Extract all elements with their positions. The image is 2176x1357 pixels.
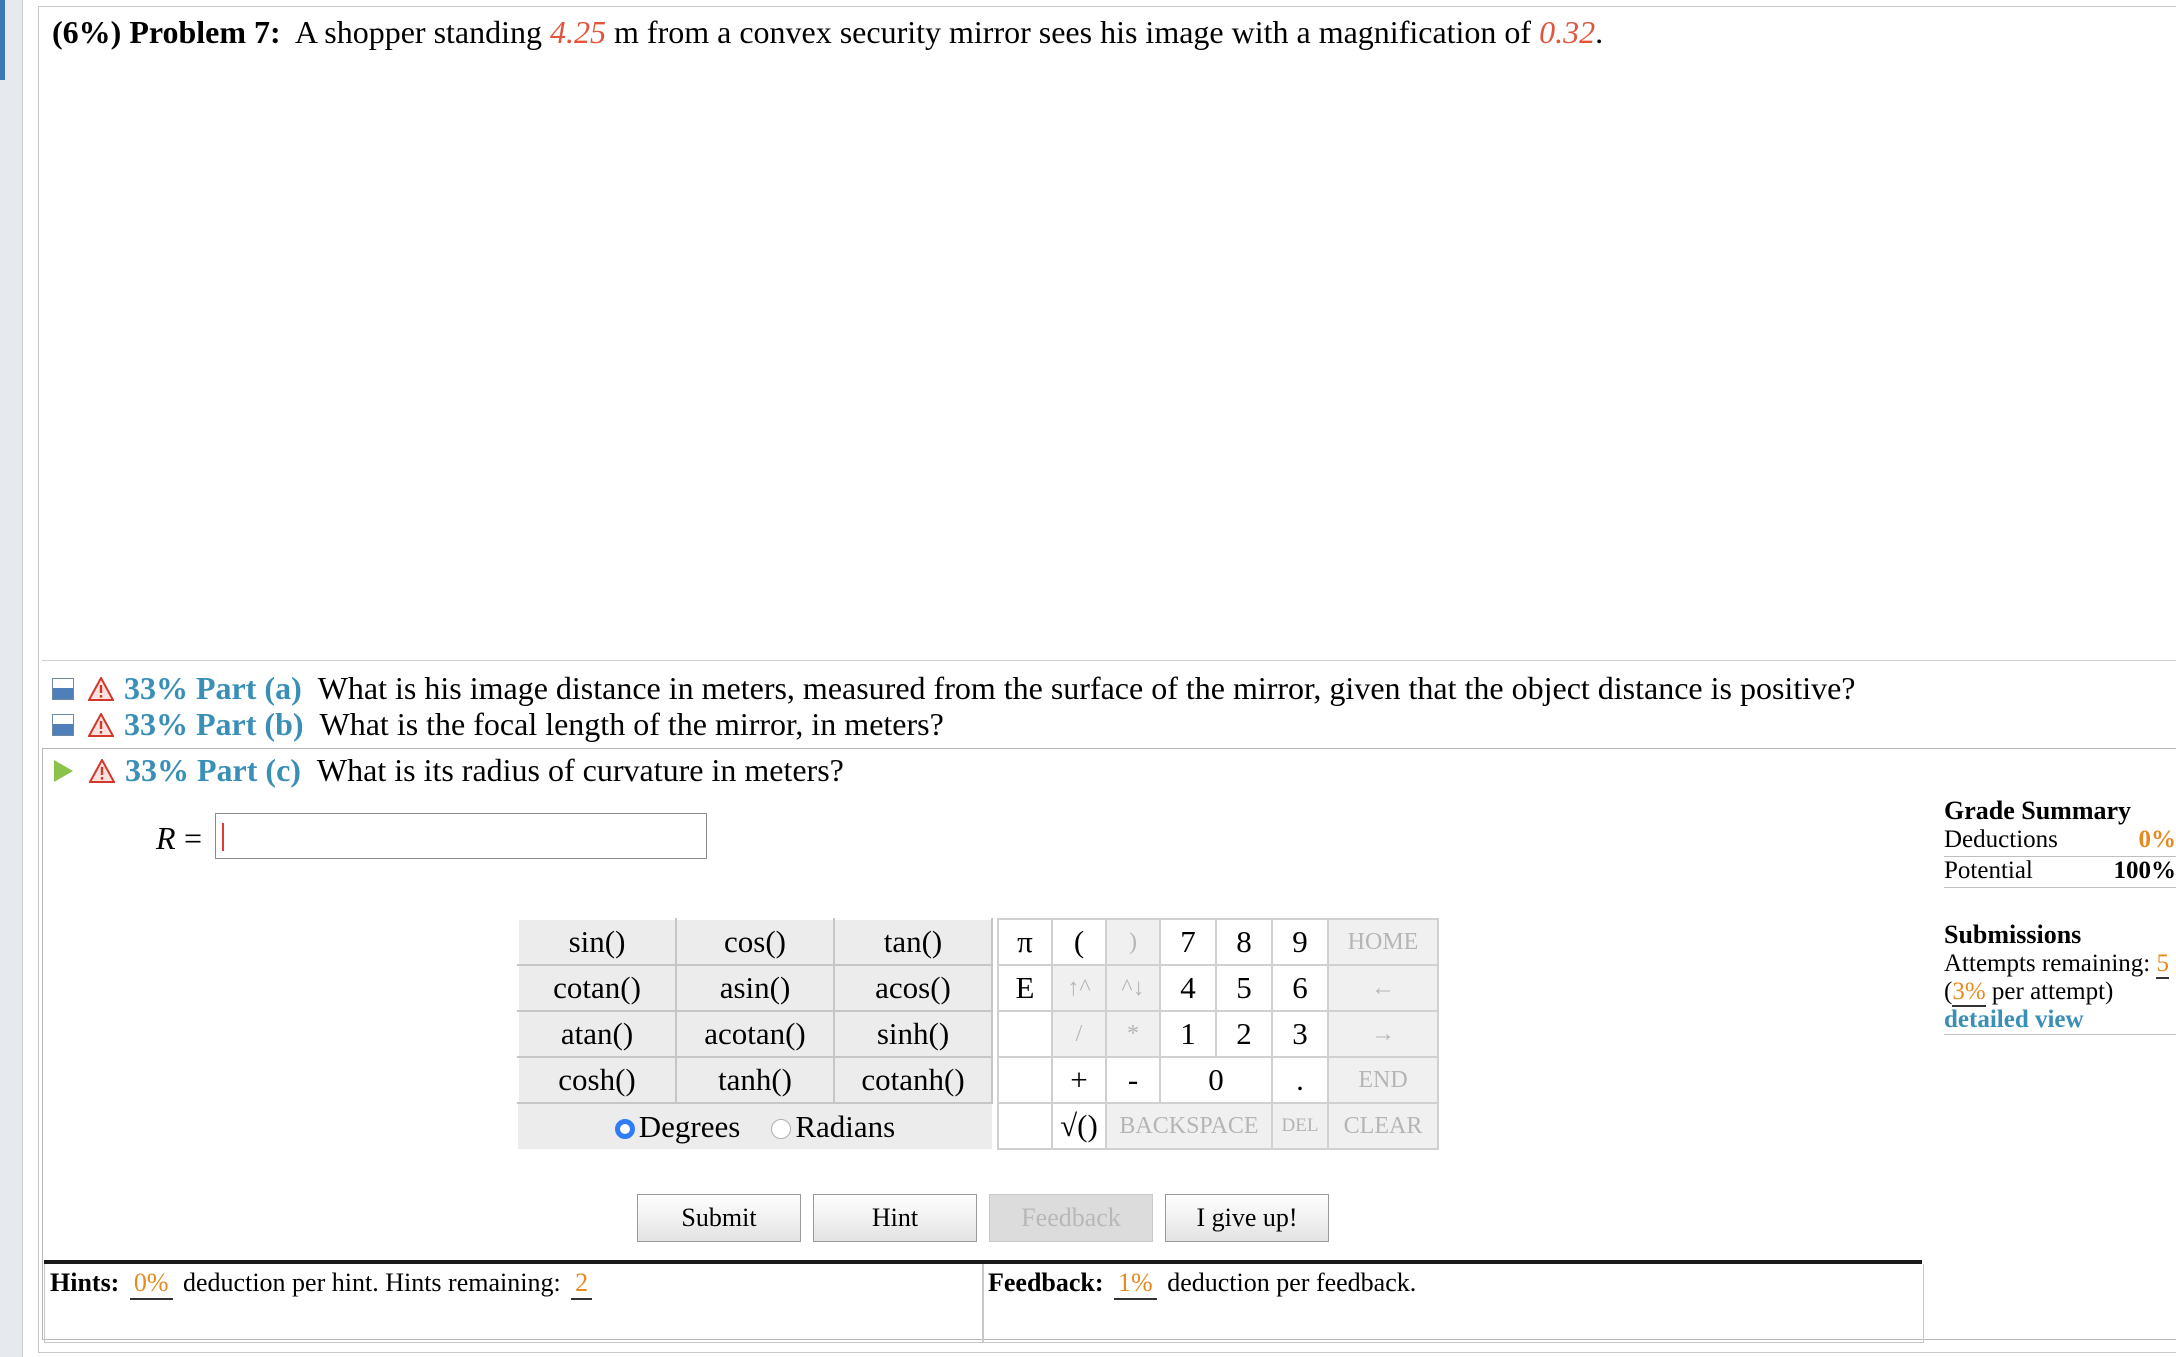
parts-divider: [42, 660, 2176, 661]
key-home[interactable]: HOME: [1328, 919, 1438, 965]
problem-distance-value: 4.25: [550, 14, 607, 50]
key-0[interactable]: 0: [1160, 1057, 1272, 1103]
key-pi[interactable]: π: [998, 919, 1052, 965]
key-cos[interactable]: cos(): [676, 919, 834, 965]
key-cotan[interactable]: cotan(): [518, 965, 676, 1011]
deductions-label: Deductions: [1944, 826, 2058, 853]
degrees-radio[interactable]: [615, 1119, 635, 1139]
part-b-question: What is the focal length of the mirror, in meters?: [319, 706, 944, 742]
key-multiply[interactable]: *: [1106, 1011, 1160, 1057]
hint-button[interactable]: Hint: [813, 1194, 977, 1242]
key-acotan[interactable]: acotan(): [676, 1011, 834, 1057]
key-divide[interactable]: /: [1052, 1011, 1106, 1057]
radians-label[interactable]: Radians: [795, 1108, 896, 1144]
play-icon: [54, 760, 73, 782]
expand-part-icon[interactable]: [52, 678, 74, 700]
warning-icon: [89, 759, 115, 783]
problem-statement: [52, 14, 1603, 51]
per-attempt-text: per attempt): [1991, 978, 2114, 1005]
key-e[interactable]: E: [998, 965, 1052, 1011]
potential-label: Potential: [1944, 857, 2033, 884]
feedback-info: [988, 1268, 1416, 1300]
key-5[interactable]: 5: [1216, 965, 1272, 1011]
problem-weight: (6%): [52, 14, 122, 50]
feedback-text: deduction per feedback.: [1167, 1268, 1417, 1297]
warning-icon: [88, 677, 114, 701]
key-1[interactable]: 1: [1160, 1011, 1216, 1057]
key-asin[interactable]: asin(): [676, 965, 834, 1011]
answer-variable-label: R: [156, 820, 176, 856]
answer-input[interactable]: [215, 813, 707, 859]
feedback-label: Feedback:: [988, 1268, 1104, 1297]
problem-label: Problem 7:: [129, 14, 281, 50]
key-8[interactable]: 8: [1216, 919, 1272, 965]
key-clear[interactable]: CLEAR: [1328, 1103, 1438, 1149]
hints-remaining-count: 2: [571, 1268, 592, 1300]
key-plus[interactable]: +: [1052, 1057, 1106, 1103]
key-2[interactable]: 2: [1216, 1011, 1272, 1057]
left-accent-bar: [0, 0, 5, 80]
degrees-label[interactable]: Degrees: [638, 1108, 741, 1144]
attempts-label: Attempts remaining:: [1944, 950, 2151, 977]
key-left-arrow[interactable]: ←: [1328, 965, 1438, 1011]
part-c-percent: 33%: [125, 752, 189, 788]
problem-text-before: A shopper standing: [294, 14, 543, 50]
hints-deduction-percent: 0%: [130, 1268, 173, 1300]
key-tanh[interactable]: tanh(): [676, 1057, 834, 1103]
key-acos[interactable]: acos(): [834, 965, 992, 1011]
potential-row: [1944, 857, 2176, 888]
key-sqrt[interactable]: √(): [1052, 1103, 1106, 1149]
attempts-row: [1944, 950, 2176, 978]
per-attempt-open-paren: (: [1944, 978, 1953, 1005]
key-down-caret[interactable]: ^↓: [1106, 965, 1160, 1011]
part-a-percent: 33%: [124, 670, 188, 706]
deductions-value: 0%: [2138, 826, 2176, 853]
potential-value: 100%: [2113, 857, 2176, 884]
key-sin[interactable]: sin(): [518, 919, 676, 965]
part-c-row[interactable]: [52, 752, 844, 789]
part-c-label: Part (c): [197, 752, 301, 788]
key-4[interactable]: 4: [1160, 965, 1216, 1011]
key-atan[interactable]: atan(): [518, 1011, 676, 1057]
problem-magnification-value: 0.32: [1539, 14, 1596, 50]
key-7[interactable]: 7: [1160, 919, 1216, 965]
radians-radio[interactable]: [771, 1119, 791, 1139]
angle-mode-selector: [518, 1103, 992, 1149]
expand-part-icon[interactable]: [52, 714, 74, 736]
key-blank: [998, 1011, 1052, 1057]
grade-summary: [1944, 796, 2176, 888]
part-a-question: What is his image distance in meters, measured from the surface of the mirror, given that the object distance is positive?: [317, 670, 1856, 706]
problem-text-end: .: [1595, 14, 1604, 50]
key-sinh[interactable]: sinh(): [834, 1011, 992, 1057]
feedback-deduction-percent: 1%: [1114, 1268, 1157, 1300]
deductions-row: [1944, 826, 2176, 857]
hints-info: [50, 1268, 596, 1300]
answer-equals-sign: =: [184, 820, 203, 856]
submit-button[interactable]: Submit: [637, 1194, 801, 1242]
text-caret: [222, 823, 224, 851]
part-b-percent: 33%: [124, 706, 188, 742]
part-b-label: Part (b): [196, 706, 304, 742]
key-open-paren[interactable]: (: [1052, 919, 1106, 965]
part-c-question: What is its radius of curvature in meters?: [316, 752, 844, 788]
key-3[interactable]: 3: [1272, 1011, 1328, 1057]
per-attempt-percent: 3%: [1952, 978, 1986, 1005]
part-b-row[interactable]: [52, 706, 944, 743]
key-up-caret[interactable]: ↑^: [1052, 965, 1106, 1011]
key-right-arrow[interactable]: →: [1328, 1011, 1438, 1057]
submissions-summary: [1944, 920, 2176, 1035]
per-attempt-row: [1944, 978, 2176, 1006]
key-backspace[interactable]: BACKSPACE: [1106, 1103, 1272, 1149]
key-dot[interactable]: .: [1272, 1057, 1328, 1103]
key-9[interactable]: 9: [1272, 919, 1328, 965]
key-6[interactable]: 6: [1272, 965, 1328, 1011]
submissions-title: Submissions: [1944, 920, 2082, 949]
key-tan[interactable]: tan(): [834, 919, 992, 965]
key-close-paren[interactable]: ): [1106, 919, 1160, 965]
part-a-label: Part (a): [196, 670, 302, 706]
key-end[interactable]: END: [1328, 1057, 1438, 1103]
key-del[interactable]: DEL: [1272, 1103, 1328, 1149]
key-cotanh[interactable]: cotanh(): [834, 1057, 992, 1103]
detailed-view-link[interactable]: detailed view: [1944, 1006, 2084, 1033]
key-blank: [998, 1057, 1052, 1103]
grade-summary-title: Grade Summary: [1944, 796, 2132, 825]
give-up-button[interactable]: I give up!: [1165, 1194, 1329, 1242]
attempts-remaining-count: 5: [2156, 950, 2169, 977]
feedback-button[interactable]: Feedback: [989, 1194, 1153, 1242]
key-blank: [998, 1103, 1052, 1149]
key-cosh[interactable]: cosh(): [518, 1057, 676, 1103]
calculator-keypad: [517, 918, 1439, 1150]
hints-label: Hints:: [50, 1268, 120, 1297]
part-a-row[interactable]: [52, 670, 1856, 707]
warning-icon: [88, 713, 114, 737]
hints-text: deduction per hint. Hints remaining:: [183, 1268, 561, 1297]
key-minus[interactable]: -: [1106, 1057, 1160, 1103]
problem-text-middle: m from a convex security mirror sees his image with a magnification of: [614, 14, 1532, 50]
left-sidebar-strip: [0, 0, 23, 1357]
